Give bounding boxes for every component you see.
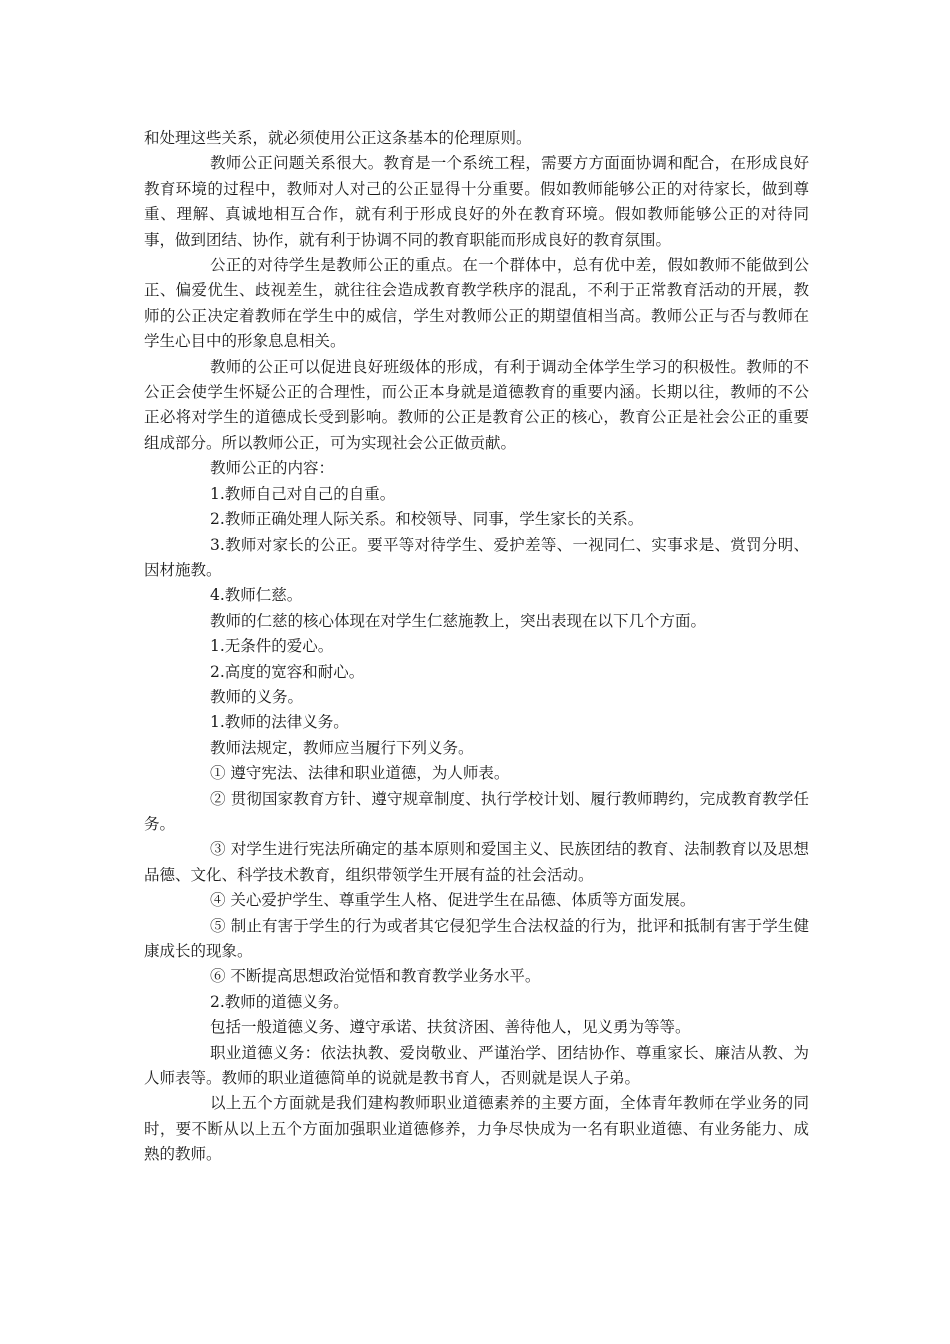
numbered-duty: ③ 对学生进行宪法所确定的基本原则和爱国主义、民族团结的教育、法制教育以及思想品德、文化、科学技术教育，组织带领学生开展有益的社会活动。 — [144, 840, 809, 884]
list-item: 1.教师的法律义务。 — [210, 713, 349, 732]
paragraph: 以上五个方面就是我们建构教师职业道德素养的主要方面，全体青年教师在学业务的同时，要不断从以上五个方面加强职业道德修养，力争尽快成为一名有职业道德、有业务能力、成熟的教师。 — [144, 1094, 809, 1164]
paragraph: 公正的对待学生是教师公正的重点。在一个群体中，总有优中差，假如教师不能做到公正、偏爱优生、歧视差生，就往往会造成教育教学秩序的混乱，不利于正常教育活动的开展，教师的公正决定着教师在学生中的威信，学生对教师公正的期望值相当高。教师公正与否与教师在学生心目中的形象息息相关。 — [144, 256, 809, 351]
list-item: 2.高度的宽容和耐心。 — [210, 662, 365, 681]
section-heading: 教师公正的内容： — [210, 459, 335, 478]
paragraph: 教师法规定，教师应当履行下列义务。 — [210, 738, 474, 757]
document-body — [144, 126, 809, 1168]
numbered-duty: ⑥ 不断提高思想政治觉悟和教育教学业务水平。 — [210, 967, 541, 986]
paragraph: 包括一般道德义务、遵守承诺、扶贫济困、善待他人，见义勇为等等。 — [210, 1018, 691, 1037]
paragraph: 教师的公正可以促进良好班级体的形成，有利于调动全体学生学习的积极性。教师的不公正会使学生怀疑公正的合理性，而公正本身就是道德教育的重要内涵。长期以往，教师的不公正必将对学生的道德成长受到影响。教师的公正是教育公正的核心，教育公正是社会公正的重要组成部分。所以教师公正，可为实现社会公正做贡献。 — [144, 357, 809, 452]
paragraph: 职业道德义务：依法执教、爱岗敬业、严谨治学、团结协作、尊重家长、廉洁从教、为人师表等。教师的职业道德简单的说就是教书育人，否则就是误人子弟。 — [144, 1043, 809, 1088]
numbered-duty: ① 遵守宪法、法律和职业道德，为人师表。 — [210, 764, 510, 783]
list-item: 3.教师对家长的公正。要平等对待学生、爱护差等、一视同仁、实事求是、赏罚分明、因材施教。 — [144, 535, 809, 579]
list-item: 1.无条件的爱心。 — [210, 637, 334, 656]
numbered-duty: ⑤ 制止有害于学生的行为或者其它侵犯学生合法权益的行为，批评和抵制有害于学生健康成长的现象。 — [144, 916, 809, 960]
numbered-duty: ④ 关心爱护学生、尊重学生人格、促进学生在品德、体质等方面发展。 — [210, 891, 696, 910]
list-item: 2.教师的道德义务。 — [210, 992, 349, 1011]
numbered-duty: ② 贯彻国家教育方针、遵守规章制度、执行学校计划、履行教师聘约，完成教育教学任务。 — [144, 789, 809, 833]
section-heading: 教师的义务。 — [210, 687, 304, 706]
list-item: 1.教师自己对自己的自重。 — [210, 484, 396, 503]
paragraph: 教师公正问题关系很大。教育是一个系统工程，需要方方面面协调和配合，在形成良好教育环境的过程中，教师对人对己的公正显得十分重要。假如教师能够公正的对待家长，做到尊重、理解、真诚地相互合作，就有利于形成良好的外在教育环境。假如教师能够公正的对待同事，做到团结、协作，就有利于协调不同的教育职能而形成良好的教育氛围。 — [144, 154, 809, 249]
list-item: 4.教师仁慈。 — [210, 586, 303, 605]
paragraph-continuation: 和处理这些关系，就必须使用公正这条基本的伦理原则。 — [144, 129, 532, 147]
paragraph: 教师的仁慈的核心体现在对学生仁慈施教上，突出表现在以下几个方面。 — [210, 611, 707, 630]
list-item: 2.教师正确处理人际关系。和校领导、同事，学生家长的关系。 — [210, 510, 644, 529]
